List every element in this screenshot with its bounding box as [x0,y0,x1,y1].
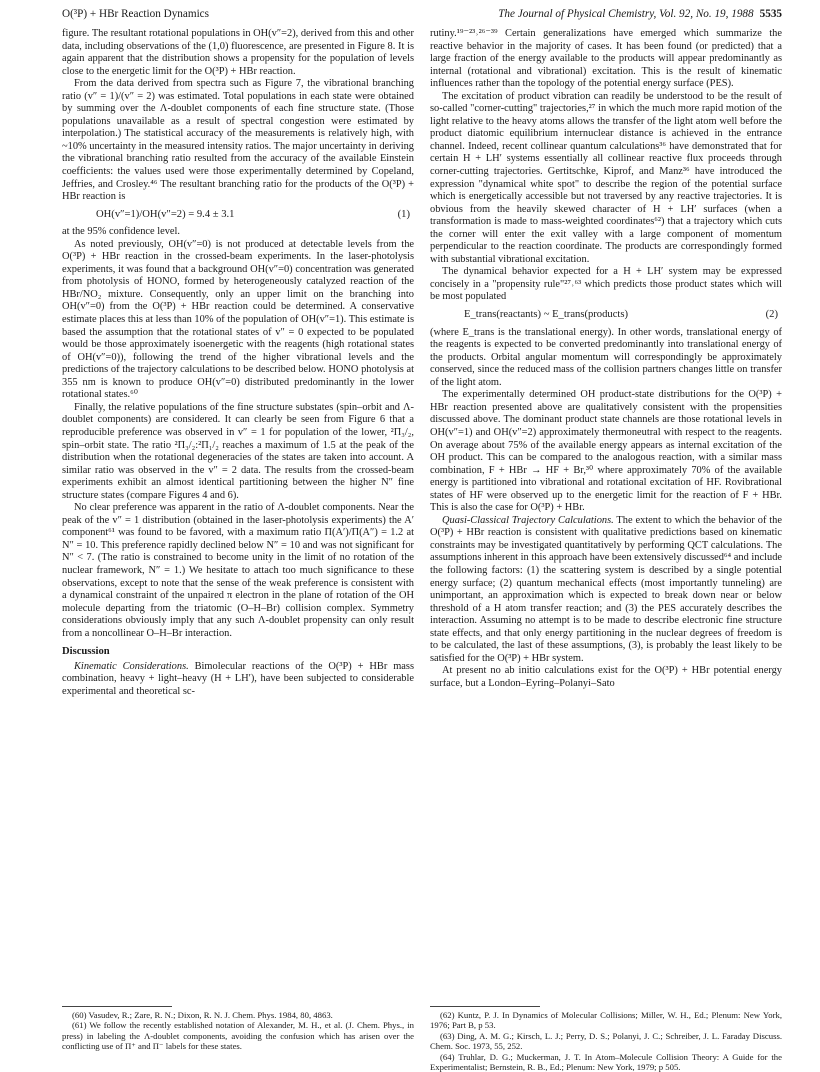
equation-body: OH(v″=1)/OH(v″=2) = 9.4 ± 3.1 [96,208,235,220]
paragraph: at the 95% confidence level. [62,226,180,238]
footnotes-left [62,1006,414,1052]
paragraph: Finally, the relative populations of the fine structure substates (spin–orbit and Λ-doublet components) are considered. It can clearly be seen from Figure 6 that a reproducible preference was observed in v″ = 1 for population of the lower, ²Π₃/₂, spin–orbit state. The ratio ²Π₃/₂:²Π₁/₂ reaches a maximum of 1.5 at the peak of the distribution when the rotational degeneracies of the states are taken into account. A similar ratio was observed in the v″ = 2 data. The results from the crossed-beam experiments exhibit an almost identical partitioning between the higher N″ fine structure states (compare Figures 4 and 6). [62,401,414,501]
footnote: (63) Ding, A. M. G.; Kirsch, L. J.; Perry, D. S.; Polanyi, J. C.; Schreiber, J. L. Faraday Discuss. Chem. Soc. 1973, 55, 252. [430,1030,782,1052]
paragraph: From the data derived from spectra such as Figure 7, the vibrational branching ratio (v″ = 1)/(v″ = 2) was estimated. Total populations in each state were obtained by summing over the Λ-doublet components of each fine structure state. (Those populations unavailable as a result of spectral congestion were estimated by interpolation.) The statistical accuracy of the measurements is relatively high, with ~10% uncertainty in the measured intensity ratios. The major uncertainty in deriving the vibrational branching ratio resulted from the accuracy of the available Einstein coefficients: the values used were those experimentally determined by Copeland, Jeffries, and Crosley.⁴⁶ The resultant branching ratio for the products of the O(³P) + HBr reaction is [62,78,414,203]
paragraph: The experimentally determined OH product-state distributions for the O(³P) + HBr reaction presented above are qualitatively consistent with the propensities discussed above. The dominant product state channels are those rotational levels in OH(v″=1) and OH(v″=2) approximately thermoneutral with respect to the reagents. On average about 75% of the available energy appears as internal excitation of the OH product. This can be compared to the analogous reaction, with a similar mass combination, F + HBr → HF + Br,³⁰ where approximately 70% of the available energy is partitioned into vibrational and rotational excitation of HF. Rovibrational states of HF were observed up to the energetic limit for the reaction of F + HBr. This is also the case for O(³P) + HBr. [430,389,782,514]
left-column [62,28,414,698]
footnote: (62) Kuntz, P. J. In Dynamics of Molecular Collisions; Miller, W. H., Ed.; Plenum: New York, 1976; Part B, p 53. [430,1010,782,1031]
header-journal [498,8,782,20]
paragraph: At present no ab initio calculations exist for the O(³P) + HBr potential energy surface, but a London–Eyring–Polanyi–Sato [430,665,782,689]
section-heading: Discussion [62,646,110,658]
footnotes-right [430,1006,782,1072]
footnote: (60) Vasudev, R.; Zare, R. N.; Dixon, R. N. J. Chem. Phys. 1984, 80, 4863. [72,1010,333,1020]
paragraph: No clear preference was apparent in the ratio of Λ-doublet components. Near the peak of the v″ = 1 distribution (obtained in the laser-photolysis experiments) the A′ component⁶¹ was found to be favored, with a maximum ratio Π(A′)/Π(A″) = 1.2 at N″ = 10. This preference rapidly declined below N″ = 10 and was not significant for N″ < 7. (The ratio is constrained to become unity in the limit of no rotation of the nuclear framework, N″ = 1.) We hesitate to attach too much significance to these observations, except to note that the sense of the weak preference is consistent with a dynamical constraint of the unpaired π electron in the plane of rotation of the OH molecule departing from the triatomic (O–H–Br) collision complex. Symmetry considerations obviously imply that any such Λ-doublet propensity can only result from a noncollinear O–H–Br interaction. [62,502,414,639]
footnote-rule [62,1006,172,1007]
paragraph [62,661,414,699]
header-title: O(³P) + HBr Reaction Dynamics [62,8,209,20]
paragraph: figure. The resultant rotational populations in OH(v″=2), derived from this and other data, including observations of the (1,0) fluorescence, are presented in Figure 8. It is again apparent that the distribution shows a propensity for the population of levels close to the energetic limit for the O(³P) + HBr reaction. [62,28,414,77]
journal-citation: The Journal of Physical Chemistry, Vol. 92, No. 19, 1988 [498,8,754,20]
equation-number: (1) [397,208,410,220]
footnote: (61) We follow the recently established notation of Alexander, M. H., et al. (J. Chem. Phys., in press) in labeling the Λ-doublet components, avoiding the confusion which has arisen over the conflicting use of Π⁺ and Π⁻ labels for these states. [62,1020,414,1052]
footnote: (64) Truhlar, D. G.; Muckerman, J. T. In Atom–Molecule Collision Theory: A Guide for the Experimentalist; Bernstein, R. B., Ed.; Plenum: New York, 1979; p 505. [430,1051,782,1072]
paragraph: rutiny.¹⁹⁻²³˒²⁶⁻³⁹ Certain generalizations have emerged which summarize the reactive behavior in the majority of cases. It has been found (or predicted) that a large fraction of the energy available to the products will appear predominantly as internal (rotational and vibrational) excitation. This is the result of kinematic influences rather than the topology of the potential energy surface (PES). [430,28,782,90]
paragraph: The dynamical behavior expected for a H + LH′ system may be expressed concisely in a "propensity rule"²⁷˒⁶³ which predicts those product states which will be most populated [430,266,782,303]
equation-1 [62,209,414,222]
paragraph: As noted previously, OH(v″=0) is not produced at detectable levels from the O(³P) + HBr reaction in the crossed-beam experiments. In the laser-photolysis experiments, it was found that a background OH(v″=0) concentration was generated from photolysis of HONO, formed by heterogeneously catalyzed reaction of the HBr/NO₂ mixture. Consequently, only an upper limit on the branching into OH(v″=0) from the O(³P) + HBr reaction could be determined. A conservative estimate places this at less than 10% of the population of OH(v″=1). This estimate is based the assumption that the rotational states of v″ = 0 expected to be populated would be those approximately isoenergetic with the reagents (high rotational states of OH(v″=0)), following the trend of the higher vibrational levels and the predictions of the trajectory calculations to be described below. HONO photolysis at 355 nm is known to produce OH(v″=0) distributed predominantly in the lower rotational states.⁶⁰ [62,238,414,401]
subsection-heading: Quasi-Classical Trajectory Calculations. [442,514,614,526]
right-column [430,28,782,690]
running-header [62,8,782,26]
equation-2 [430,309,782,322]
paragraph: (where E_trans is the translational energy). In other words, translational energy of the reagents is expected to be converted predominantly into translational energy of the products. Orbital angular momentum will correspondingly be approximately conserved, since the reduced mass of the collision partners changes little on transfer of the light atom. [430,326,782,388]
page-number: 5535 [759,8,782,20]
paragraph-text: The extent to which the behavior of the O(³P) + HBr reaction is consistent with qualitative predictions based on kinematic constraints may be investigated quantitatively by performing QCT calculations. The assumptions inherent in this approach have been extensively discussed⁶⁴ and include the following factors: (1) the scattering system is described by a single potential energy surface; (2) quantum mechanical effects (most importantly tunneling) are unimportant, an approximation which is expected to break down near or below threshold of a H atom transfer reaction; and (3) the PES accurately describes the interaction. Assuming no attempt is to be made to describe electronic fine structure state effects, and that only energy partitioning in the nuclear degrees of freedom is to be calculated, the last of these assumptions, (3), is probably the least likely to be satisfied for the O(³P) + HBr system. [430,514,782,664]
paragraph [430,515,782,666]
equation-number: (2) [765,309,778,321]
paragraph-text: Bimolecular reactions of the O(³P) + HBr mass combination, heavy + light–heavy (H + LH′), have been subjected to considerable experimental and theoretical sc- [62,660,414,697]
subsection-heading: Kinematic Considerations. [74,660,189,672]
paragraph: The excitation of product vibration can readily be understood to be the result of so-called "corner-cutting" trajectories,²⁷ in which the much more rapid motion of the light relative to the heavy atoms allows the transfer of the light atom well before the product diatomic equilibrium internuclear distance is achieved in the entrance channel. Indeed, recent collinear quantum calculations³⁶ have demonstrated that for certain H + LH′ systems essentially all collinear reactive flux proceeds through corner-cutting trajectories. Gertitschke, Kiprof, and Manz³⁶ have introduced the expression "dynamical white spot" to describe the region of the potential surface which is energetically accessible but not traversed by any reactive trajectories. It is obvious from the heavily skewed character of H + LH′ surfaces (when a transformation is made to mass-weighted coordinates⁶²) that a trajectory which cuts the corner will enter the exit valley with a large component of momentum perpendicular to the reaction coordinate. The products are correspondingly formed with substantial vibrational excitation. [430,90,782,265]
equation-body: E_trans(reactants) ~ E_trans(products) [464,309,628,321]
footnote-rule [430,1006,540,1007]
